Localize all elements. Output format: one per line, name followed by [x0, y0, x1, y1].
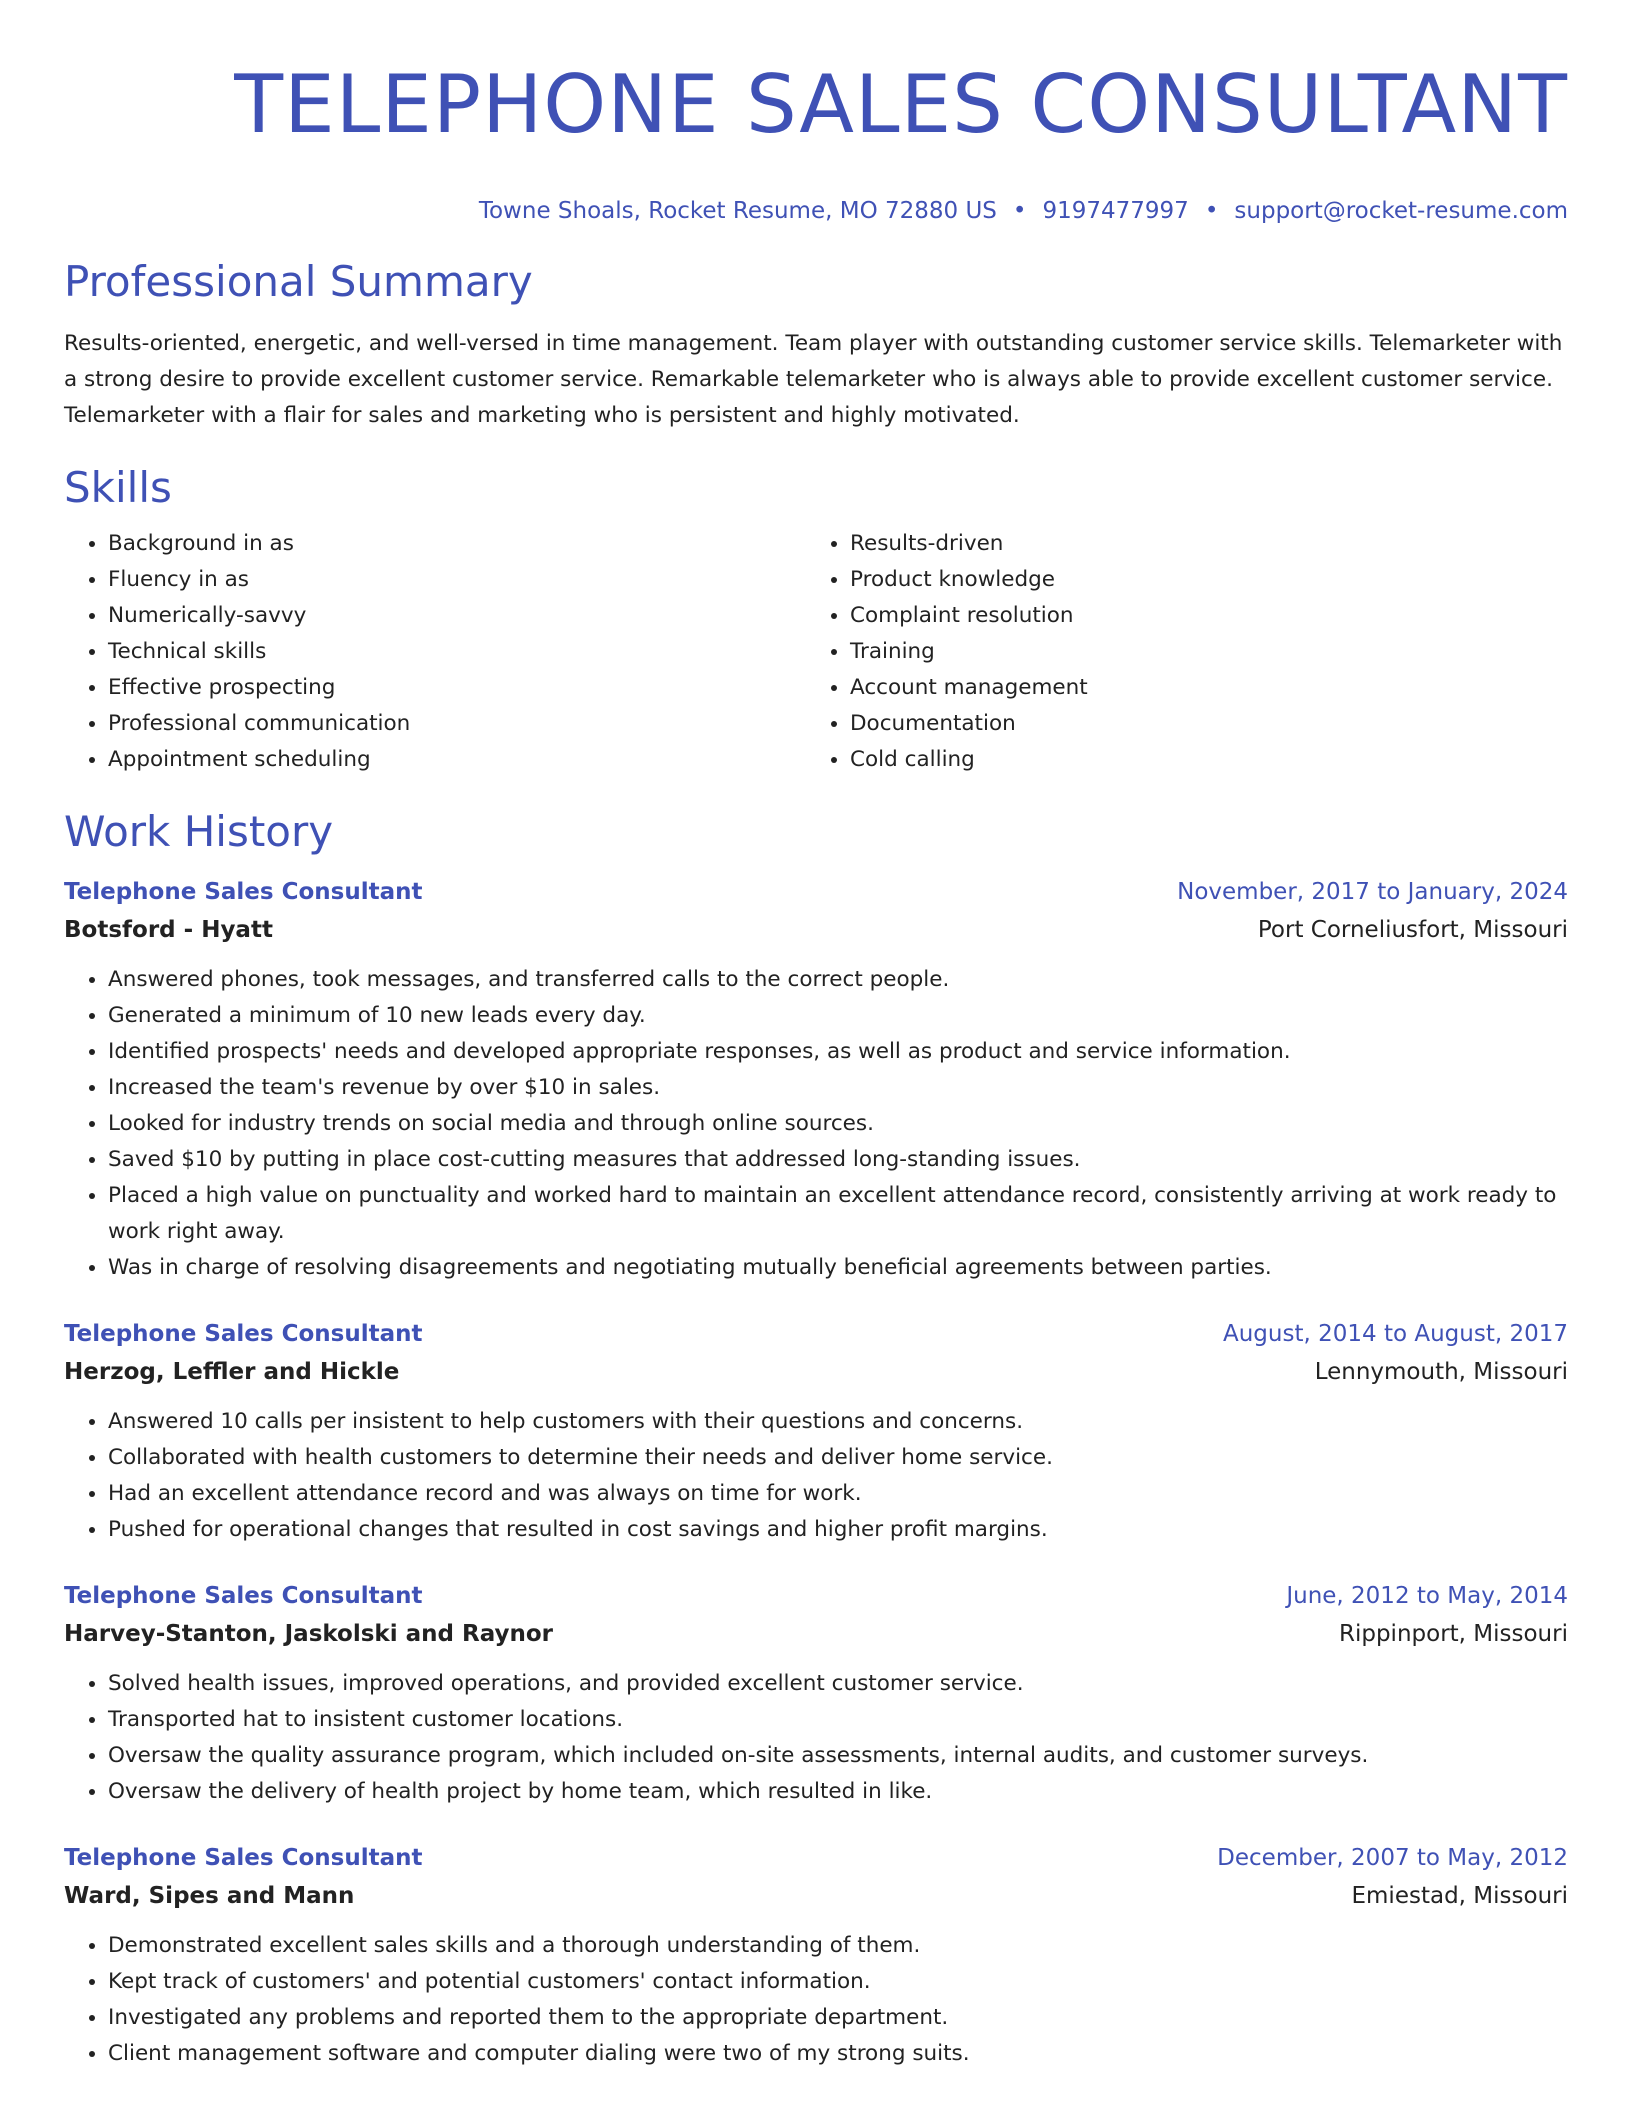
skill-item: • Training	[850, 634, 1548, 670]
job-bullet: • Collaborated with health customers to determine their needs and deliver home service.	[108, 1440, 1568, 1476]
job-bullet: • Client management software and computer dialing were two of my strong suits.	[108, 2036, 1568, 2072]
job-title: Telephone Sales Consultant	[64, 1321, 423, 1347]
job-location: Lennymouth, Missouri	[1314, 1359, 1568, 1385]
job-bullet: • Solved health issues, improved operations, and provided excellent customer service.	[108, 1666, 1568, 1702]
skills-list	[64, 526, 1568, 778]
job-title: Telephone Sales Consultant	[64, 1583, 423, 1609]
job-dates: November, 2017 to January, 2024	[1177, 879, 1568, 905]
job-bullets	[64, 1404, 1568, 1548]
job-location: Port Corneliusfort, Missouri	[1257, 917, 1568, 943]
contact-separator: •	[1012, 198, 1027, 224]
job-bullet: • Demonstrated excellent sales skills and a thorough understanding of them.	[108, 1928, 1568, 1964]
job-bullets	[64, 1928, 1568, 2072]
job-bullet: • Kept track of customers' and potential customers' contact information.	[108, 1964, 1568, 2000]
skill-item: • Professional communication	[108, 706, 806, 742]
job-bullet: • Increased the team's revenue by over $10 in sales.	[108, 1070, 1568, 1106]
job-bullet: • Oversaw the delivery of health project by home team, which resulted in like.	[108, 1774, 1568, 1810]
job-bullet: • Identified prospects' needs and developed appropriate responses, as well as product and service information.	[108, 1034, 1568, 1070]
contact-email: support@rocket-resume.com	[1234, 198, 1568, 224]
job-company: Ward, Sipes and Mann	[64, 1883, 355, 1909]
skills-column-left	[64, 526, 806, 778]
job-title: Telephone Sales Consultant	[64, 1845, 423, 1871]
skill-item: • Effective prospecting	[108, 670, 806, 706]
skill-item: • Account management	[850, 670, 1548, 706]
job-bullet: • Answered 10 calls per insistent to help customers with their questions and concerns.	[108, 1404, 1568, 1440]
job-bullets	[64, 1666, 1568, 1810]
skill-item: • Numerically-savvy	[108, 598, 806, 634]
job-location: Emiestad, Missouri	[1351, 1883, 1568, 1909]
job-entry	[64, 874, 1568, 1286]
skill-item: • Background in as	[108, 526, 806, 562]
job-entry	[64, 1578, 1568, 1810]
skill-item: • Documentation	[850, 706, 1548, 742]
job-entry	[64, 1840, 1568, 2072]
skill-item: • Product knowledge	[850, 562, 1548, 598]
job-bullet: • Was in charge of resolving disagreements and negotiating mutually beneficial agreements between parties.	[108, 1250, 1568, 1286]
job-bullet: • Investigated any problems and reported them to the appropriate department.	[108, 2000, 1568, 2036]
job-location: Rippinport, Missouri	[1338, 1621, 1568, 1647]
skill-item: • Complaint resolution	[850, 598, 1548, 634]
contact-separator: •	[1204, 198, 1219, 224]
job-bullet: • Saved $10 by putting in place cost-cutting measures that addressed long-standing issues.	[108, 1142, 1568, 1178]
summary-text: Results-oriented, energetic, and well-versed in time management. Team player with outstanding customer service skills. Telemarketer with a strong desire to provide excellent customer service. Remarkable telemarketer who is always able to provide excellent customer service. Telemarketer with a flair for sales and marketing who is persistent and highly motivated.	[64, 331, 1563, 428]
job-company: Botsford - Hyatt	[64, 917, 273, 943]
job-bullet: • Looked for industry trends on social media and through online sources.	[108, 1106, 1568, 1142]
job-title: Telephone Sales Consultant	[64, 879, 423, 905]
job-dates: December, 2007 to May, 2012	[1217, 1845, 1568, 1871]
job-bullets	[64, 962, 1568, 1286]
contact-phone: 9197477997	[1042, 198, 1189, 224]
skill-item: • Results-driven	[850, 526, 1548, 562]
job-bullet: • Placed a high value on punctuality and worked hard to maintain an excellent attendance record, consistently arriving at work ready to work right away.	[108, 1178, 1568, 1250]
job-company: Harvey-Stanton, Jaskolski and Raynor	[64, 1621, 554, 1647]
job-bullet: • Had an excellent attendance record and was always on time for work.	[108, 1476, 1568, 1512]
job-bullet: • Answered phones, took messages, and transferred calls to the correct people.	[108, 962, 1568, 998]
candidate-name: TELEPHONE SALES CONSULTANT	[234, 58, 1568, 151]
skill-item: • Cold calling	[850, 742, 1548, 778]
job-bullet: • Generated a minimum of 10 new leads every day.	[108, 998, 1568, 1034]
contact-line	[64, 196, 1568, 226]
job-dates: August, 2014 to August, 2017	[1223, 1321, 1568, 1347]
job-company: Herzog, Leffler and Hickle	[64, 1359, 400, 1385]
contact-address: Towne Shoals, Rocket Resume, MO 72880 US	[478, 198, 997, 224]
work-history-heading: Work History	[64, 807, 334, 856]
job-dates: June, 2012 to May, 2014	[1286, 1583, 1568, 1609]
job-entry	[64, 1316, 1568, 1548]
skill-item: • Appointment scheduling	[108, 742, 806, 778]
summary-heading: Professional Summary	[64, 257, 533, 306]
skills-heading: Skills	[64, 463, 172, 512]
job-bullet: • Pushed for operational changes that resulted in cost savings and higher profit margins.	[108, 1512, 1568, 1548]
skill-item: • Fluency in as	[108, 562, 806, 598]
skill-item: • Technical skills	[108, 634, 806, 670]
skills-column-right	[806, 526, 1548, 778]
job-bullet: • Transported hat to insistent customer locations.	[108, 1702, 1568, 1738]
job-bullet: • Oversaw the quality assurance program, which included on-site assessments, internal audits, and customer surveys.	[108, 1738, 1568, 1774]
